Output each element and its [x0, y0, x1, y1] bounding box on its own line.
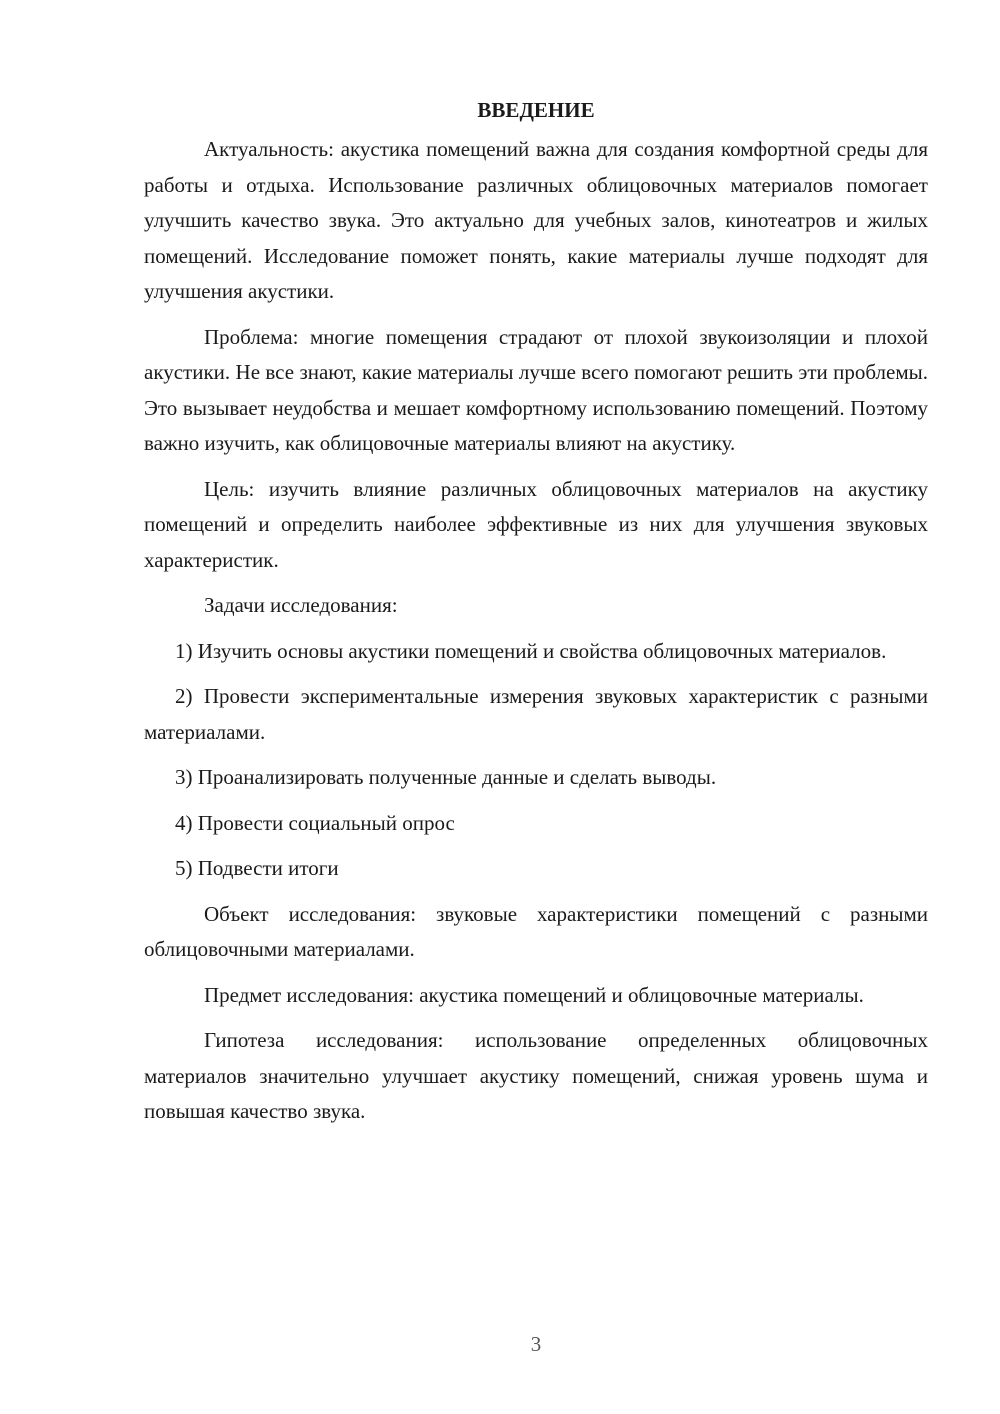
paragraph-object: Объект исследования: звуковые характеристики помещений с разными облицовочными материалами.	[144, 901, 928, 961]
page-number: 3	[530, 1332, 542, 1356]
paragraph-hypothesis: Гипотеза исследования: использование определенных облицовочных материалов значительно улучшает акустику помещений, снижая уровень шума и повышая качество звука.	[144, 1028, 928, 1123]
paragraph-subject: Предмет исследования: акустика помещений и облицовочные материалы.	[204, 982, 864, 1007]
paragraph-goal: Цель: изучить влияние различных облицовочных материалов на акустику помещений и определить наиболее эффективные из них для улучшения звуковых характеристик.	[144, 476, 928, 572]
tasks-heading: Задачи исследования:	[204, 593, 398, 617]
task-item: 2) Провести экспериментальные измерения звуковых характеристик с разными материалами.	[144, 684, 928, 744]
task-item: 4) Провести социальный опрос	[175, 810, 455, 835]
page-content	[144, 92, 928, 1130]
section-title: ВВЕДЕНИЕ	[477, 98, 595, 122]
task-item: 3) Проанализировать полученные данные и сделать выводы.	[175, 765, 717, 789]
task-item: 1) Изучить основы акустики помещений и свойства облицовочных материалов.	[175, 638, 887, 663]
task-item: 5) Подвести итоги	[175, 856, 339, 880]
paragraph-problem: Проблема: многие помещения страдают от плохой звукоизоляции и плохой акустики. Не все знают, какие материалы лучше всего помогают решить эти проблемы. Это вызывает неудобства и мешает комфортному использованию помещений. Поэтому важно изучить, как облицовочные материалы влияют на акустику.	[144, 324, 928, 455]
paragraph-relevance: Актуальность: акустика помещений важна для создания комфортной среды для работы и отдыха. Использование различных облицовочных материалов помогает улучшить качество звука. Это актуально для учебных залов, кинотеатров и жилых помещений. Исследование поможет понять, какие материалы лучше подходят для улучшения акустики.	[144, 137, 928, 303]
